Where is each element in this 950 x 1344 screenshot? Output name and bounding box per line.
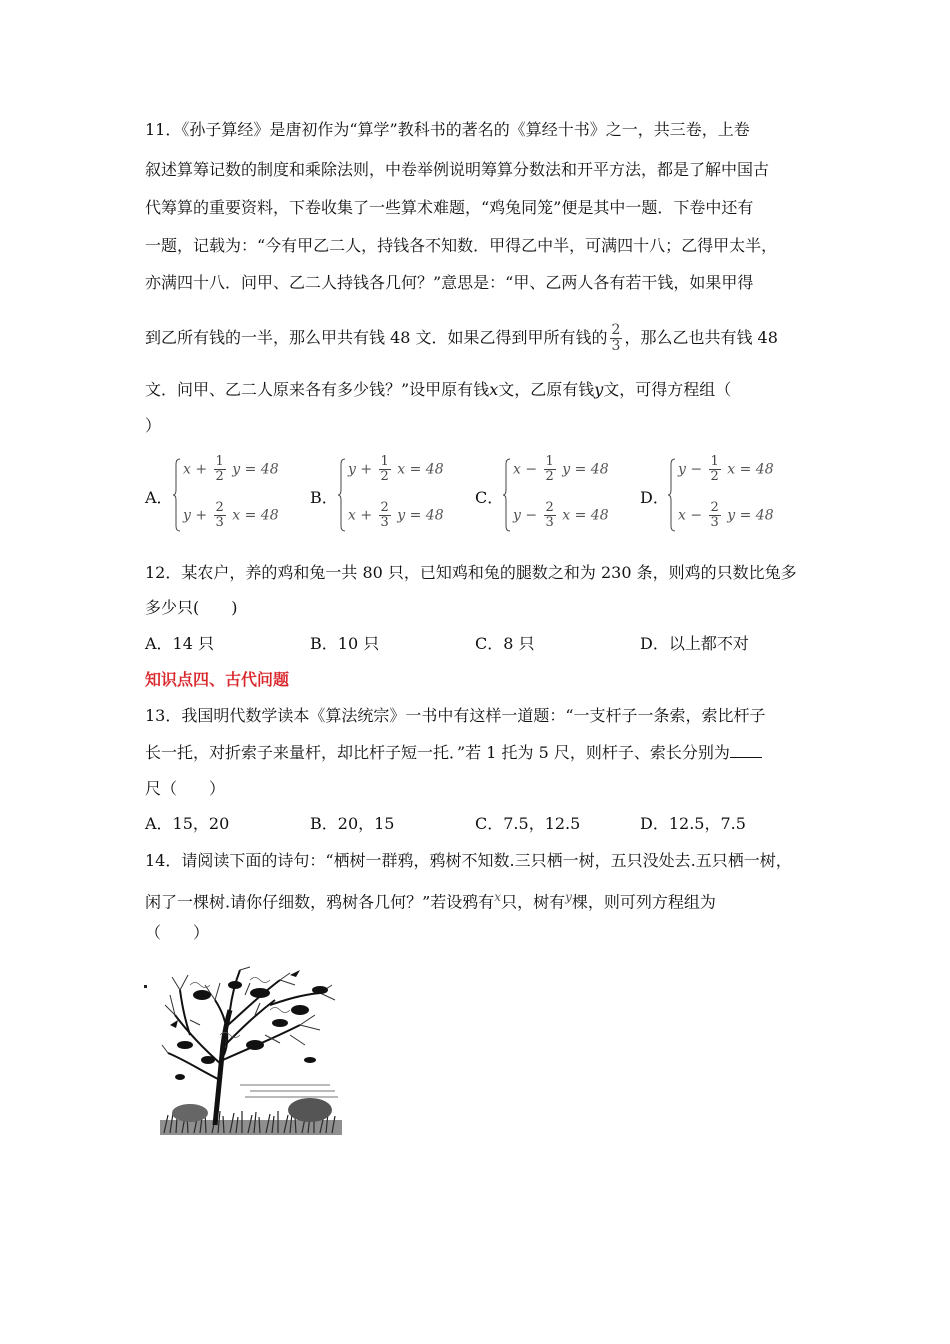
q14-line3: （ ） bbox=[145, 923, 210, 942]
brace-icon bbox=[338, 458, 346, 532]
fraction: $\frac{2}{3}$ bbox=[545, 500, 554, 530]
equation: y − $\frac{1}{2}$ x = 48 bbox=[678, 454, 774, 484]
q11-line7: 文．问甲、乙二人原来各有多少钱？”设甲原有钱x文，乙原有钱y文，可得方程组（ bbox=[145, 380, 732, 399]
q11-line6: 到乙所有钱的一半，那么甲共有钱 48 文．如果乙得到甲所有钱的 $\frac{2}{3}$ ，那么乙也共有钱 48 bbox=[145, 322, 778, 354]
q12-option-c[interactable]: C．8 只 bbox=[475, 634, 535, 653]
q13-option-d[interactable]: D．12.5，7.5 bbox=[640, 814, 746, 833]
fraction: $\frac{2}{3}$ bbox=[215, 500, 224, 530]
q11-line4: 一题，记载为：“今有甲乙二人，持钱各不知数．甲得乙中半，可满四十八；乙得甲太半， bbox=[145, 236, 778, 255]
equation: x + $\frac{1}{2}$ y = 48 bbox=[183, 454, 279, 484]
q14-line2: 闲了一棵树.请你仔细数，鸦树各几何？”若设鸦有$^x$只，树有$^y$棵，则可列方程组为 bbox=[145, 890, 716, 912]
equation: y + $\frac{1}{2}$ x = 48 bbox=[348, 454, 444, 484]
equation: x + $\frac{2}{3}$ y = 48 bbox=[348, 500, 444, 530]
answer-blank[interactable] bbox=[730, 743, 762, 758]
fraction: $\frac{1}{2}$ bbox=[710, 454, 719, 484]
q12-option-b[interactable]: B．10 只 bbox=[310, 634, 380, 653]
q13-option-c[interactable]: C．7.5，12.5 bbox=[475, 814, 581, 833]
equation: x − $\frac{2}{3}$ y = 48 bbox=[678, 500, 774, 530]
fraction: $\frac{1}{2}$ bbox=[380, 454, 389, 484]
q13-line2: 长一托，对折索子来量杆，却比杆子短一托．”若 1 托为 5 尺，则杆子、索长分别为 bbox=[145, 743, 762, 763]
brace-icon bbox=[668, 458, 676, 532]
q11-line8: ） bbox=[145, 416, 162, 435]
q12-option-a[interactable]: A．14 只 bbox=[145, 634, 215, 653]
q11-line3: 代筹算的重要资料，下卷收集了一些算术难题，“鸡兔同笼”便是其中一题．下卷中还有 bbox=[145, 198, 754, 217]
option-label: B． bbox=[310, 488, 338, 507]
q13-option-a[interactable]: A．15，20 bbox=[145, 814, 230, 833]
q12-line2: 多少只( ) bbox=[145, 598, 238, 617]
q13-line3: 尺（ ） bbox=[145, 779, 226, 798]
q13-option-b[interactable]: B．20，15 bbox=[310, 814, 395, 833]
section-title: 知识点四、古代问题 bbox=[145, 670, 290, 689]
equation: x − $\frac{1}{2}$ y = 48 bbox=[513, 454, 609, 484]
fraction: $\frac{1}{2}$ bbox=[215, 454, 224, 484]
q12-option-d[interactable]: D．以上都不对 bbox=[640, 634, 749, 653]
fraction-two-thirds: $\frac{2}{3}$ bbox=[611, 322, 621, 354]
q11-line5: 亦满四十八．问甲、乙二人持钱各几何？”意思是：“甲、乙两人各有若干钱，如果甲得 bbox=[145, 273, 754, 292]
crows-in-tree-illustration bbox=[160, 965, 342, 1135]
bullet-dot bbox=[144, 985, 147, 988]
equation: y − $\frac{2}{3}$ x = 48 bbox=[513, 500, 609, 530]
q13-line1: 13．我国明代数学读本《算法统宗》一书中有这样一道题：“一支杆子一条索，索比杆子 bbox=[145, 706, 766, 725]
q12-line1: 12．某农户，养的鸡和兔一共 80 只，已知鸡和兔的腿数之和为 230 条，则鸡的只数比兔多 bbox=[145, 563, 797, 582]
q14-line1: 14．请阅读下面的诗句：“栖树一群鸦，鸦树不知数.三只栖一树，五只没处去.五只栖一树， bbox=[145, 851, 792, 870]
fraction: $\frac{2}{3}$ bbox=[710, 500, 719, 530]
option-label: D． bbox=[640, 488, 669, 507]
q11-line2: 叙述算筹记数的制度和乘除法则，中卷举例说明筹算分数法和开平方法，都是了解中国古 bbox=[145, 160, 770, 179]
brace-icon bbox=[173, 458, 181, 532]
brace-icon bbox=[503, 458, 511, 532]
equation: y + $\frac{2}{3}$ x = 48 bbox=[183, 500, 279, 530]
option-label: C． bbox=[475, 488, 504, 507]
fraction: $\frac{2}{3}$ bbox=[380, 500, 389, 530]
q11-line1: 11．《孙子算经》是唐初作为“算学”教科书的著名的《算经十书》之一，共三卷，上卷 bbox=[145, 120, 750, 139]
option-label: A． bbox=[145, 488, 173, 507]
fraction: $\frac{1}{2}$ bbox=[545, 454, 554, 484]
